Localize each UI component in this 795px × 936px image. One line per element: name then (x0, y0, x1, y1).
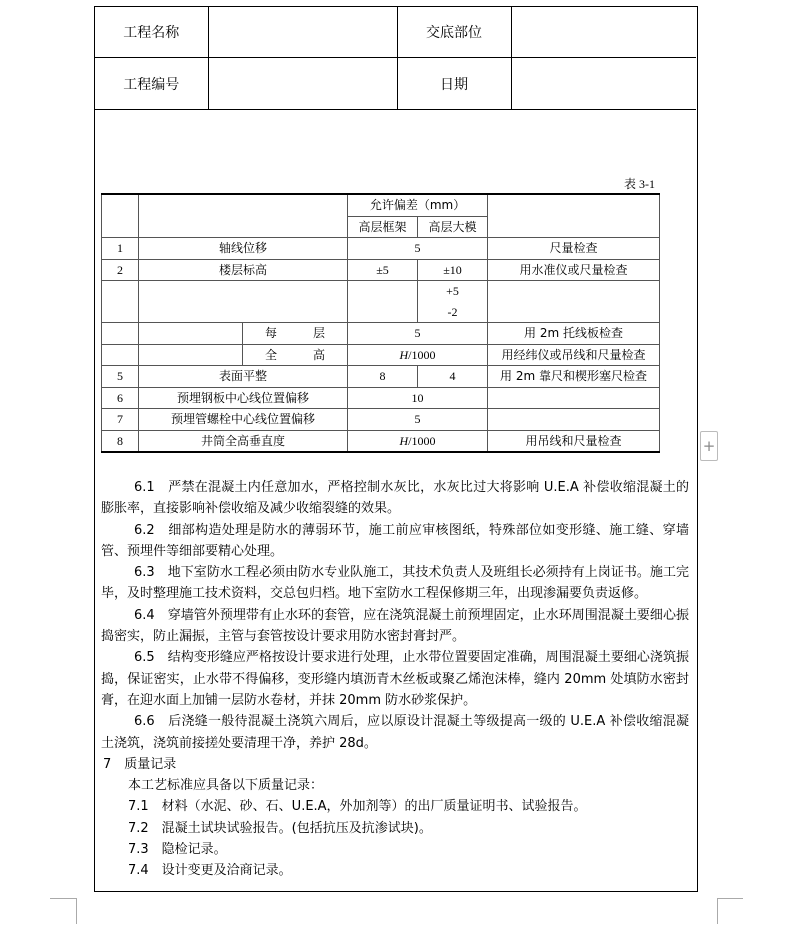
row-value: 5 (348, 409, 488, 431)
body-text (95, 477, 695, 882)
deviation-table (101, 193, 660, 453)
sub-item-b: 层 (313, 326, 326, 341)
table-row (102, 430, 660, 452)
page-corner-mark (76, 898, 77, 924)
value-rest: /1000 (408, 347, 436, 362)
table-cell (348, 281, 418, 323)
row-frame: 8 (348, 366, 418, 388)
table-cell (488, 194, 660, 238)
row-method: 用经纬仪或吊线和尺量检查 (488, 344, 660, 366)
row-value: 5 (348, 323, 488, 345)
record-7-1: 7.1 材料（水泥、砂、石、U.E.A，外加剂等）的出厂质量证明书、试验报告。 (128, 799, 587, 815)
table-caption: 表 3-1 (624, 177, 655, 191)
row-method (488, 387, 660, 409)
table-row (102, 366, 660, 388)
project-no-value[interactable] (208, 58, 397, 110)
row-no: 5 (102, 366, 139, 388)
table-row (102, 194, 660, 216)
row-formwork: ±10 (418, 259, 488, 281)
project-no-label: 工程编号 (95, 58, 208, 110)
sub-item-b: 高 (313, 347, 326, 362)
row-formwork-upper: +5 (418, 281, 488, 302)
row-value (348, 344, 488, 366)
row-value (348, 430, 488, 452)
row-value: 5 (348, 238, 488, 260)
table-row (102, 387, 660, 409)
table-cell (488, 281, 660, 323)
table-row (102, 344, 660, 366)
section-7-intro: 本工艺标准应具备以下质量记录： (128, 778, 324, 794)
row-no: 7 (102, 409, 139, 431)
date-value[interactable] (511, 58, 696, 110)
document-page (94, 6, 698, 892)
add-button[interactable]: + (700, 431, 718, 461)
table-cell (102, 194, 139, 238)
section-heading-7: 7 质量记录 (103, 756, 177, 772)
row-sub-item (243, 344, 348, 366)
record-7-4: 7.4 设计变更及洽商记录。 (128, 863, 292, 879)
table-cell (102, 323, 139, 345)
paragraph-6-5: 6.5 结构变形缝应严格按设计要求进行处理，止水带位置要固定准确，周围混凝土要细心浇筑振捣，保证密实，止水带不得偏移，变形缝内填沥青木丝板或聚乙烯泡沫棒，缝内 20mm 处填防水密封膏，在迎水面上加铺一层防水卷材，并抹 20mm 防水砂浆保护。 (101, 650, 689, 708)
page-corner-mark (50, 898, 76, 899)
project-name-label: 工程名称 (95, 7, 208, 58)
row-item: 预埋钢板中心线位置偏移 (139, 387, 348, 409)
row-formwork: 4 (418, 366, 488, 388)
row-no: 8 (102, 430, 139, 452)
row-item: 井筒全高垂直度 (139, 430, 348, 452)
date-label: 日期 (397, 58, 511, 110)
row-no: 2 (102, 259, 139, 281)
record-7-3: 7.3 隐检记录。 (128, 842, 227, 858)
row-item: 预埋管螺栓中心线位置偏移 (139, 409, 348, 431)
page-corner-mark (717, 898, 718, 924)
paragraph-6-2: 6.2 细部构造处理是防水的薄弱环节，施工前应审核图纸，特殊部位如变形缝、施工缝、穿墙管、预埋件等细部要精心处理。 (101, 522, 689, 559)
row-method: 用吊线和尺量检查 (488, 430, 660, 452)
row-method: 用 2m 靠尺和楔形塞尺检查 (488, 366, 660, 388)
row-method: 用水准仪或尺量检查 (488, 259, 660, 281)
paragraph-6-4: 6.4 穿墙管外预埋带有止水环的套管，应在浇筑混凝土前预埋固定，止水环周围混凝土要细心振捣密实，防止漏振，主管与套管按设计要求用防水密封膏封严。 (101, 607, 689, 645)
value-italic: H (399, 433, 409, 448)
table-cell (102, 281, 139, 323)
table-row (102, 238, 660, 260)
table-cell (139, 344, 243, 366)
row-method: 尺量检查 (488, 238, 660, 260)
row-value: 10 (348, 387, 488, 409)
row-no: 1 (102, 238, 139, 260)
project-name-value[interactable] (208, 7, 397, 58)
table-cell (139, 323, 243, 345)
row-formwork-lower: -2 (418, 302, 488, 323)
table-row (102, 281, 660, 302)
table-cell (139, 194, 348, 238)
value-rest: /1000 (408, 433, 436, 448)
row-method (488, 409, 660, 431)
frame-header: 高层框架 (348, 216, 418, 238)
sub-item-a: 全 (264, 347, 277, 362)
row-item: 轴线位移 (139, 238, 348, 260)
table-cell (102, 344, 139, 366)
handover-part-value[interactable] (511, 7, 696, 58)
handover-part-label: 交底部位 (397, 7, 511, 58)
record-7-2: 7.2 混凝土试块试验报告。(包括抗压及抗渗试块)。 (128, 820, 432, 836)
paragraph-6-6: 6.6 后浇缝一般待混凝土浇筑六周后，应以原设计混凝土等级提高一级的 U.E.A 补偿收缩混凝土浇筑，浇筑前接搓处要清理干净，养护 28d。 (101, 714, 689, 751)
row-method: 用 2m 托线板检查 (488, 323, 660, 345)
row-item: 楼层标高 (139, 259, 348, 281)
table-row (102, 259, 660, 281)
value-italic: H (399, 347, 409, 362)
page-corner-mark (717, 898, 743, 899)
paragraph-6-1: 6.1 严禁在混凝土内任意加水，严格控制水灰比，水灰比过大将影响 U.E.A 补偿收缩混凝土的膨胀率，直接影响补偿收缩及减少收缩裂缝的效果。 (101, 480, 689, 517)
table-cell (139, 281, 348, 323)
header-table (95, 7, 696, 110)
paragraph-6-3: 6.3 地下室防水工程必须由防水专业队施工，其技术负责人及班组长必须持有上岗证书。施工完毕，及时整理施工技术资料，交总包归档。地下室防水工程保修期三年，出现渗漏要负责返修。 (101, 565, 689, 602)
table-row (102, 409, 660, 431)
row-no: 6 (102, 387, 139, 409)
row-sub-item (243, 323, 348, 345)
formwork-header: 高层大模 (418, 216, 488, 238)
deviation-header: 允许偏差（mm） (348, 194, 488, 216)
sub-item-a: 每 (264, 326, 277, 341)
row-frame: ±5 (348, 259, 418, 281)
table-row (102, 323, 660, 345)
row-item: 表面平整 (139, 366, 348, 388)
